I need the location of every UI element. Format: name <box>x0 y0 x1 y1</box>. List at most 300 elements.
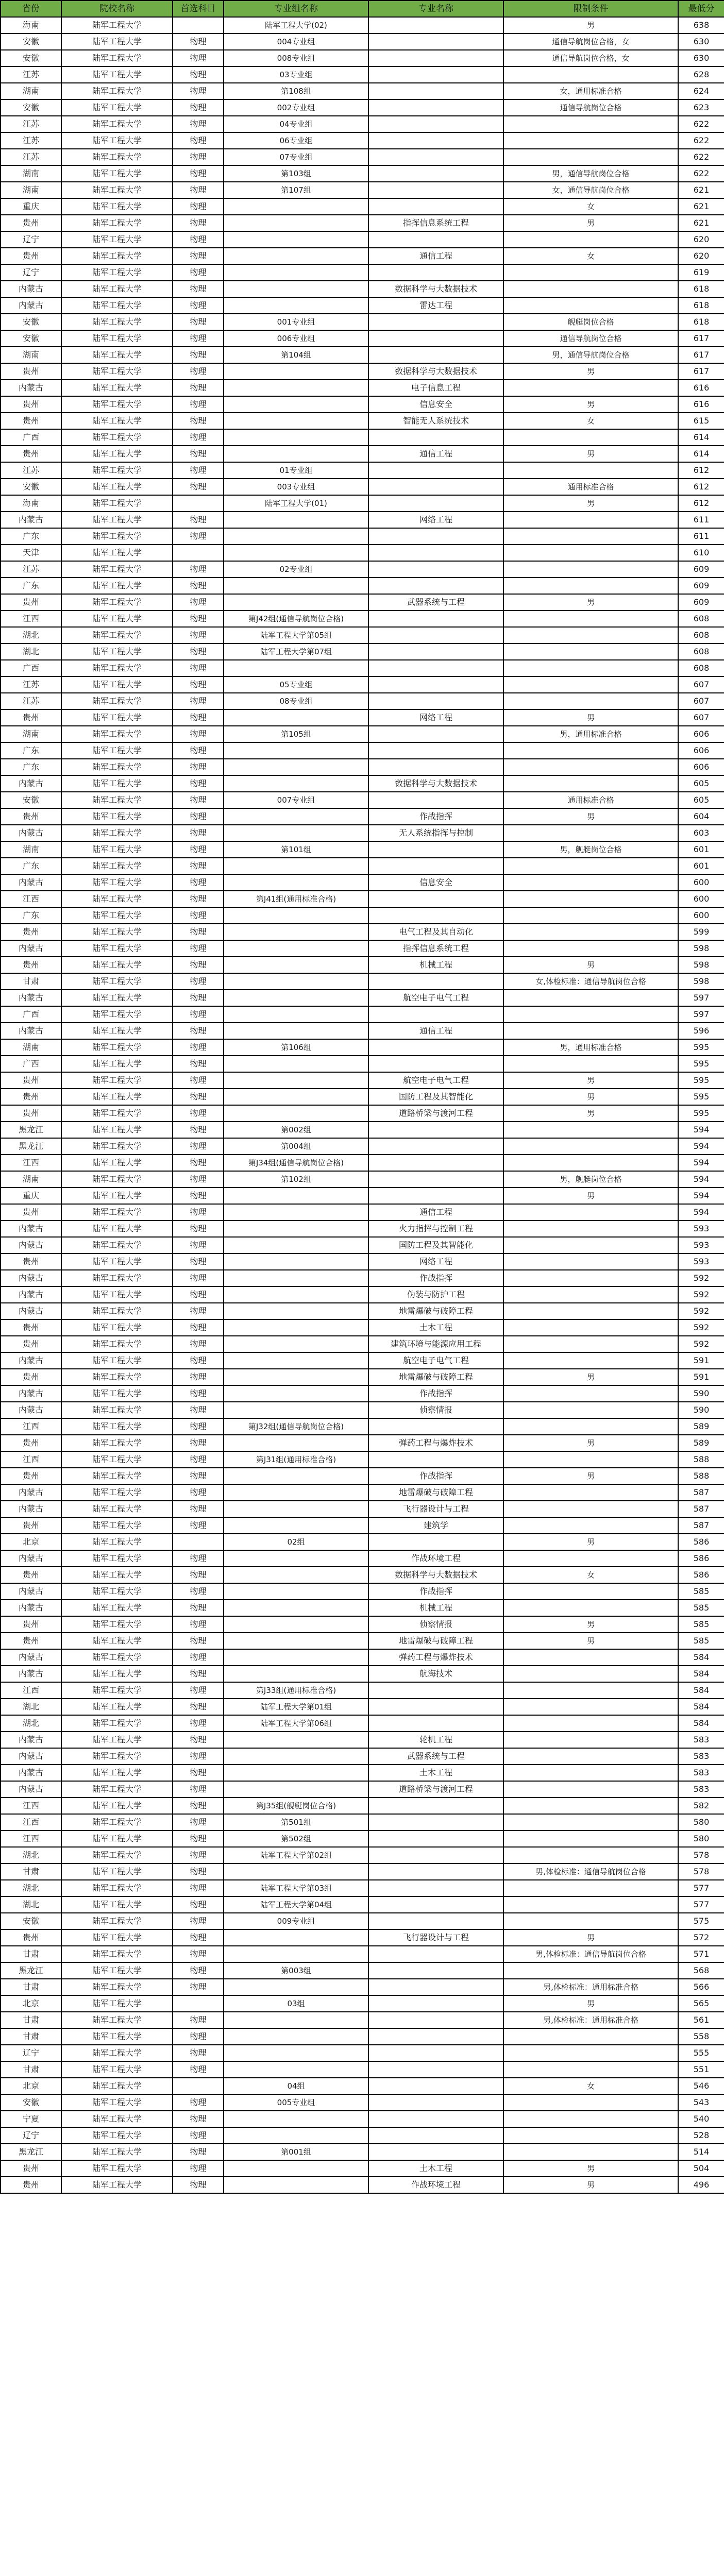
table-row <box>1 742 724 759</box>
cell-restriction <box>503 643 678 660</box>
table-row <box>1 792 724 808</box>
cell-major: 数据科学与大数据技术 <box>368 1567 503 1583</box>
cell-major <box>368 891 503 907</box>
cell-major-group <box>224 396 368 413</box>
cell-restriction: 通信导航岗位合格 <box>503 330 678 347</box>
cell-major <box>368 132 503 149</box>
cell-min-score: 600 <box>678 891 724 907</box>
cell-major: 航空电子电气工程 <box>368 990 503 1006</box>
cell-min-score: 594 <box>678 1138 724 1155</box>
cell-province: 内蒙古 <box>1 1385 61 1402</box>
cell-school: 陆军工程大学 <box>61 1105 173 1122</box>
cell-subject: 物理 <box>173 643 224 660</box>
cell-school: 陆军工程大学 <box>61 2078 173 2094</box>
cell-restriction: 女 <box>503 413 678 429</box>
table-row <box>1 528 724 545</box>
cell-subject: 物理 <box>173 858 224 874</box>
cell-min-score: 596 <box>678 1023 724 1039</box>
table-row <box>1 264 724 281</box>
cell-major <box>368 182 503 198</box>
cell-major <box>368 1056 503 1072</box>
cell-major-group: 第105组 <box>224 726 368 742</box>
cell-restriction <box>503 1402 678 1418</box>
cell-major <box>368 17 503 33</box>
table-row <box>1 1517 724 1534</box>
cell-restriction <box>503 132 678 149</box>
cell-province: 广东 <box>1 578 61 594</box>
cell-school: 陆军工程大学 <box>61 99 173 116</box>
cell-restriction <box>503 281 678 297</box>
cell-school: 陆军工程大学 <box>61 808 173 825</box>
table-row <box>1 1303 724 1319</box>
cell-school: 陆军工程大学 <box>61 726 173 742</box>
table-row <box>1 1402 724 1418</box>
cell-major-group: 第J33组(通用标准合格) <box>224 1682 368 1699</box>
cell-major <box>368 1682 503 1699</box>
cell-subject: 物理 <box>173 1863 224 1880</box>
cell-major-group <box>224 2177 368 2193</box>
table-row <box>1 990 724 1006</box>
cell-subject <box>173 2078 224 2094</box>
cell-school: 陆军工程大学 <box>61 1929 173 1946</box>
cell-school: 陆军工程大学 <box>61 2045 173 2061</box>
cell-school: 陆军工程大学 <box>61 1616 173 1633</box>
table-row <box>1 2160 724 2177</box>
cell-major <box>368 462 503 479</box>
cell-province: 贵州 <box>1 1929 61 1946</box>
cell-province: 贵州 <box>1 808 61 825</box>
table-row <box>1 479 724 495</box>
cell-min-score: 571 <box>678 1946 724 1962</box>
cell-min-score: 592 <box>678 1319 724 1336</box>
table-row <box>1 83 724 99</box>
table-row <box>1 1105 724 1122</box>
cell-subject: 物理 <box>173 1929 224 1946</box>
cell-major-group <box>224 1221 368 1237</box>
cell-major-group <box>224 1270 368 1286</box>
cell-restriction <box>503 1517 678 1534</box>
cell-subject: 物理 <box>173 1435 224 1451</box>
cell-subject: 物理 <box>173 808 224 825</box>
cell-province: 广东 <box>1 907 61 924</box>
cell-restriction <box>503 1682 678 1699</box>
cell-major <box>368 578 503 594</box>
table-row <box>1 66 724 83</box>
cell-province: 贵州 <box>1 1369 61 1385</box>
cell-province: 贵州 <box>1 1567 61 1583</box>
table-row <box>1 50 724 66</box>
cell-subject: 物理 <box>173 2177 224 2193</box>
cell-major-group: 陆军工程大学(02) <box>224 17 368 33</box>
cell-school: 陆军工程大学 <box>61 1122 173 1138</box>
cell-major <box>368 2061 503 2078</box>
table-row <box>1 578 724 594</box>
cell-subject: 物理 <box>173 1369 224 1385</box>
cell-province: 湖北 <box>1 643 61 660</box>
cell-subject: 物理 <box>173 297 224 314</box>
cell-restriction: 男，通信导航岗位合格 <box>503 165 678 182</box>
cell-major-group: 06专业组 <box>224 132 368 149</box>
cell-school: 陆军工程大学 <box>61 1006 173 1023</box>
table-row <box>1 1122 724 1138</box>
cell-subject: 物理 <box>173 264 224 281</box>
cell-min-score: 588 <box>678 1468 724 1484</box>
cell-subject: 物理 <box>173 1666 224 1682</box>
cell-province: 贵州 <box>1 2177 61 2193</box>
cell-major: 弹药工程与爆炸技术 <box>368 1435 503 1451</box>
cell-major-group: 001专业组 <box>224 314 368 330</box>
cell-major-group <box>224 808 368 825</box>
cell-province: 内蒙古 <box>1 1484 61 1501</box>
table-row <box>1 1649 724 1666</box>
cell-major-group: 008专业组 <box>224 50 368 66</box>
table-row <box>1 2127 724 2144</box>
cell-major: 伪装与防护工程 <box>368 1286 503 1303</box>
cell-province: 广东 <box>1 759 61 775</box>
table-row <box>1 841 724 858</box>
cell-school: 陆军工程大学 <box>61 2111 173 2127</box>
cell-restriction: 男 <box>503 1534 678 1550</box>
header-subject: 首选科目 <box>173 1 224 17</box>
cell-major-group <box>224 528 368 545</box>
cell-major-group <box>224 1435 368 1451</box>
cell-province: 重庆 <box>1 1188 61 1204</box>
cell-restriction <box>503 1204 678 1221</box>
cell-province: 甘肃 <box>1 2012 61 2028</box>
cell-school: 陆军工程大学 <box>61 495 173 512</box>
cell-min-score: 566 <box>678 1979 724 1995</box>
cell-restriction: 女，通用标准合格 <box>503 83 678 99</box>
table-row <box>1 314 724 330</box>
cell-min-score: 584 <box>678 1699 724 1715</box>
cell-restriction: 男 <box>503 1072 678 1089</box>
cell-school: 陆军工程大学 <box>61 2160 173 2177</box>
cell-subject: 物理 <box>173 1319 224 1336</box>
cell-school: 陆军工程大学 <box>61 1863 173 1880</box>
cell-school: 陆军工程大学 <box>61 1352 173 1369</box>
cell-restriction <box>503 1451 678 1468</box>
cell-province: 广东 <box>1 742 61 759</box>
cell-subject: 物理 <box>173 1303 224 1319</box>
cell-subject: 物理 <box>173 578 224 594</box>
cell-subject: 物理 <box>173 413 224 429</box>
cell-min-score: 608 <box>678 627 724 643</box>
cell-major <box>368 1699 503 1715</box>
cell-subject: 物理 <box>173 396 224 413</box>
cell-restriction <box>503 264 678 281</box>
cell-major <box>368 429 503 446</box>
table-row <box>1 1006 724 1023</box>
cell-major-group: 第104组 <box>224 347 368 363</box>
cell-school: 陆军工程大学 <box>61 248 173 264</box>
cell-min-score: 594 <box>678 1122 724 1138</box>
cell-major-group <box>224 231 368 248</box>
cell-province: 黑龙江 <box>1 1962 61 1979</box>
cell-school: 陆军工程大学 <box>61 2144 173 2160</box>
cell-major: 数据科学与大数据技术 <box>368 363 503 380</box>
cell-school: 陆军工程大学 <box>61 643 173 660</box>
cell-subject: 物理 <box>173 742 224 759</box>
table-row <box>1 1600 724 1616</box>
cell-subject: 物理 <box>173 1468 224 1484</box>
cell-min-score: 603 <box>678 825 724 841</box>
cell-min-score: 561 <box>678 2012 724 2028</box>
cell-province: 广西 <box>1 1006 61 1023</box>
cell-province: 贵州 <box>1 924 61 940</box>
cell-subject: 物理 <box>173 83 224 99</box>
cell-major-group <box>224 413 368 429</box>
cell-school: 陆军工程大学 <box>61 1369 173 1385</box>
cell-major-group: 陆军工程大学第06组 <box>224 1715 368 1732</box>
cell-restriction: 男 <box>503 495 678 512</box>
cell-restriction <box>503 1501 678 1517</box>
cell-major: 土木工程 <box>368 2160 503 2177</box>
cell-major-group <box>224 545 368 561</box>
cell-province: 江苏 <box>1 66 61 83</box>
cell-min-score: 609 <box>678 594 724 611</box>
cell-province: 贵州 <box>1 446 61 462</box>
cell-restriction <box>503 1814 678 1831</box>
table-row <box>1 759 724 775</box>
cell-major-group: 03组 <box>224 1995 368 2012</box>
cell-major-group <box>224 215 368 231</box>
cell-subject: 物理 <box>173 446 224 462</box>
cell-min-score: 617 <box>678 363 724 380</box>
cell-major-group <box>224 1748 368 1765</box>
cell-school: 陆军工程大学 <box>61 1221 173 1237</box>
cell-subject: 物理 <box>173 1451 224 1468</box>
cell-province: 内蒙古 <box>1 1600 61 1616</box>
cell-restriction <box>503 1896 678 1913</box>
cell-min-score: 583 <box>678 1781 724 1798</box>
cell-restriction: 男,体检标准：通用标准合格 <box>503 2012 678 2028</box>
cell-major: 作战指挥 <box>368 808 503 825</box>
cell-major <box>368 1171 503 1188</box>
header-province: 省份 <box>1 1 61 17</box>
cell-restriction: 男 <box>503 808 678 825</box>
cell-major <box>368 2111 503 2127</box>
cell-major-group <box>224 1286 368 1303</box>
cell-province: 广东 <box>1 858 61 874</box>
cell-restriction <box>503 1336 678 1352</box>
table-row <box>1 2012 724 2028</box>
table-row <box>1 347 724 363</box>
cell-major: 机械工程 <box>368 957 503 973</box>
cell-province: 宁夏 <box>1 2111 61 2127</box>
cell-school: 陆军工程大学 <box>61 528 173 545</box>
cell-restriction: 男 <box>503 2160 678 2177</box>
table-row <box>1 1468 724 1484</box>
cell-province: 内蒙古 <box>1 1303 61 1319</box>
cell-school: 陆军工程大学 <box>61 1501 173 1517</box>
cell-major-group: 006专业组 <box>224 330 368 347</box>
header-school: 院校名称 <box>61 1 173 17</box>
cell-subject: 物理 <box>173 1418 224 1435</box>
table-row <box>1 973 724 990</box>
cell-min-score: 601 <box>678 858 724 874</box>
cell-major-group: 05专业组 <box>224 676 368 693</box>
cell-subject: 物理 <box>173 1006 224 1023</box>
cell-school: 陆军工程大学 <box>61 1237 173 1253</box>
cell-major: 地雷爆破与破障工程 <box>368 1369 503 1385</box>
cell-min-score: 619 <box>678 264 724 281</box>
table-row <box>1 1880 724 1896</box>
cell-min-score: 592 <box>678 1286 724 1303</box>
cell-major: 轮机工程 <box>368 1732 503 1748</box>
cell-province: 江苏 <box>1 149 61 165</box>
cell-major-group: 009专业组 <box>224 1913 368 1929</box>
cell-major: 作战指挥 <box>368 1468 503 1484</box>
cell-restriction <box>503 1122 678 1138</box>
cell-restriction <box>503 742 678 759</box>
cell-school: 陆军工程大学 <box>61 231 173 248</box>
table-row <box>1 380 724 396</box>
cell-school: 陆军工程大学 <box>61 1253 173 1270</box>
table-row <box>1 512 724 528</box>
cell-major <box>368 116 503 132</box>
cell-min-score: 592 <box>678 1270 724 1286</box>
cell-restriction: 通用标准合格 <box>503 792 678 808</box>
cell-province: 贵州 <box>1 1633 61 1649</box>
cell-subject: 物理 <box>173 1402 224 1418</box>
cell-major <box>368 1896 503 1913</box>
cell-school: 陆军工程大学 <box>61 1979 173 1995</box>
table-row <box>1 1188 724 1204</box>
cell-major: 指挥信息系统工程 <box>368 215 503 231</box>
cell-major-group <box>224 1863 368 1880</box>
cell-school: 陆军工程大学 <box>61 1336 173 1352</box>
cell-major <box>368 1946 503 1962</box>
table-row <box>1 1748 724 1765</box>
cell-major: 航空电子电气工程 <box>368 1352 503 1369</box>
table-header-row <box>1 1 724 17</box>
cell-major-group <box>224 1369 368 1385</box>
cell-school: 陆军工程大学 <box>61 957 173 973</box>
cell-major: 道路桥梁与渡河工程 <box>368 1781 503 1798</box>
cell-restriction: 男 <box>503 1468 678 1484</box>
cell-min-score: 595 <box>678 1039 724 1056</box>
table-row <box>1 1962 724 1979</box>
cell-subject: 物理 <box>173 1699 224 1715</box>
cell-major-group: 第101组 <box>224 841 368 858</box>
cell-school: 陆军工程大学 <box>61 281 173 297</box>
cell-restriction: 男 <box>503 446 678 462</box>
cell-subject: 物理 <box>173 1105 224 1122</box>
table-row <box>1 462 724 479</box>
cell-subject <box>173 495 224 512</box>
cell-restriction: 男，舰艇岗位合格 <box>503 1171 678 1188</box>
cell-school: 陆军工程大学 <box>61 792 173 808</box>
cell-restriction: 男，通用标准合格 <box>503 1039 678 1056</box>
cell-school: 陆军工程大学 <box>61 611 173 627</box>
cell-subject: 物理 <box>173 2061 224 2078</box>
cell-major-group: 01专业组 <box>224 462 368 479</box>
cell-subject: 物理 <box>173 693 224 709</box>
cell-min-score: 595 <box>678 1105 724 1122</box>
table-row <box>1 1863 724 1880</box>
cell-min-score: 611 <box>678 512 724 528</box>
cell-major-group <box>224 1303 368 1319</box>
cell-min-score: 594 <box>678 1171 724 1188</box>
table-row <box>1 1138 724 1155</box>
cell-school: 陆军工程大学 <box>61 1962 173 1979</box>
cell-major <box>368 1847 503 1863</box>
cell-school: 陆军工程大学 <box>61 132 173 149</box>
cell-major: 飞行器设计与工程 <box>368 1929 503 1946</box>
cell-major <box>368 858 503 874</box>
cell-major-group <box>224 940 368 957</box>
cell-major-group: 08专业组 <box>224 693 368 709</box>
cell-school: 陆军工程大学 <box>61 990 173 1006</box>
cell-subject: 物理 <box>173 1913 224 1929</box>
table-row <box>1 363 724 380</box>
cell-min-score: 609 <box>678 578 724 594</box>
cell-major-group <box>224 660 368 676</box>
cell-province: 内蒙古 <box>1 1765 61 1781</box>
cell-province: 安徽 <box>1 99 61 116</box>
cell-restriction <box>503 759 678 775</box>
cell-restriction <box>503 940 678 957</box>
header-min-score: 最低分 <box>678 1 724 17</box>
table-row <box>1 858 724 874</box>
cell-province: 安徽 <box>1 50 61 66</box>
cell-restriction: 男,体检标准：通信导航岗位合格 <box>503 1863 678 1880</box>
cell-major-group: 第J41组(通用标准合格) <box>224 891 368 907</box>
cell-province: 湖北 <box>1 1896 61 1913</box>
cell-major <box>368 627 503 643</box>
cell-school: 陆军工程大学 <box>61 396 173 413</box>
cell-subject: 物理 <box>173 1484 224 1501</box>
cell-subject: 物理 <box>173 775 224 792</box>
table-row <box>1 1979 724 1995</box>
cell-restriction <box>503 874 678 891</box>
cell-major-group: 004专业组 <box>224 33 368 50</box>
cell-subject: 物理 <box>173 1039 224 1056</box>
cell-min-score: 589 <box>678 1435 724 1451</box>
table-row <box>1 1072 724 1089</box>
cell-province: 海南 <box>1 495 61 512</box>
cell-major-group <box>224 1204 368 1221</box>
cell-school: 陆军工程大学 <box>61 1649 173 1666</box>
table-body <box>1 17 724 2193</box>
table-row <box>1 17 724 33</box>
cell-restriction <box>503 2127 678 2144</box>
cell-major <box>368 1995 503 2012</box>
table-row <box>1 1204 724 1221</box>
cell-major-group: 第J35组(舰艇岗位合格) <box>224 1798 368 1814</box>
cell-min-score: 575 <box>678 1913 724 1929</box>
cell-min-score: 591 <box>678 1352 724 1369</box>
cell-restriction <box>503 775 678 792</box>
table-row <box>1 1913 724 1929</box>
cell-province: 内蒙古 <box>1 940 61 957</box>
cell-school: 陆军工程大学 <box>61 841 173 858</box>
cell-province: 江苏 <box>1 561 61 578</box>
cell-restriction <box>503 1765 678 1781</box>
table-row <box>1 2078 724 2094</box>
cell-min-score: 597 <box>678 1006 724 1023</box>
cell-province: 湖北 <box>1 1715 61 1732</box>
cell-restriction <box>503 231 678 248</box>
cell-province: 北京 <box>1 1995 61 2012</box>
table-row <box>1 726 724 742</box>
cell-school: 陆军工程大学 <box>61 1715 173 1732</box>
cell-major-group: 第001组 <box>224 2144 368 2160</box>
table-row <box>1 2045 724 2061</box>
cell-subject: 物理 <box>173 1748 224 1765</box>
cell-major-group: 007专业组 <box>224 792 368 808</box>
table-row <box>1 1171 724 1188</box>
